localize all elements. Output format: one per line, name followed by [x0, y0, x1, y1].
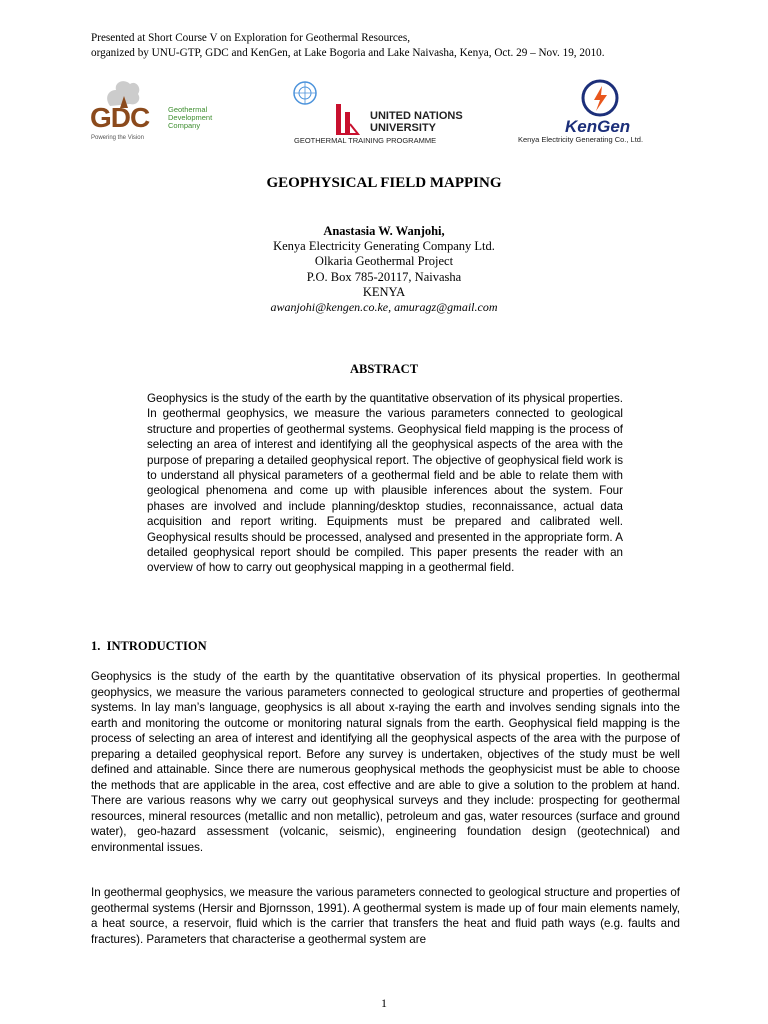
author-email: awanjohi@kengen.co.ke, amuragz@gmail.com [270, 300, 498, 314]
unu-name: UNITED NATIONS UNIVERSITY [370, 110, 463, 134]
unu-logo [288, 78, 478, 148]
author-name: Anastasia W. Wanjohi, [323, 224, 445, 238]
paper-title: GEOPHYSICAL FIELD MAPPING [266, 175, 502, 191]
kengen-caption: Kenya Electricity Generating Co., Ltd. [518, 135, 644, 144]
gdc-name: Geothermal Development Company [168, 105, 213, 130]
gdc-mark: GDC [90, 102, 150, 133]
author-project: Olkaria Geothermal Project [314, 254, 454, 268]
conference-line-2: organized by UNU-GTP, GDC and KenGen, at Lake Bogoria and Lake Naivasha, Kenya, Oct. 29 – Nov. 19, 2010. [91, 47, 605, 59]
kengen-emblem-icon [580, 78, 620, 118]
author-address: P.O. Box 785-20117, Naivasha [306, 270, 462, 284]
unu-emblem-icon [332, 102, 362, 138]
kengen-logo [518, 78, 678, 148]
introduction-paragraph-1: Geophysics is the study of the earth by the quantitative observation of its physical properties. In geothermal geophysics, we measure the various parameters connected to geological structure and properties of geothermal systems. In lay man’s language, geophysics is all about x-raying the earth and involves sending signals into the earth and monitoring the outcome or monitoring natural signals from the earth. Geophysical field mapping is the process of selecting an area of interest and identifying all the geophysical aspects of the area with the purpose of preparing a detailed geophysical report. Before any survey is undertaken, objectives of the study must be well defined and attainable. Since there are numerous geophysical methods the geophysicist must be able to choose the methods that are applicable in the area, cost effective and are able to give a solution to the problem at hand. There are various reasons why we carry out geophysical surveys and they include: prospecting for geothermal resources, mineral resources (metallic and non metallic), petroleum and gas, water resources (surface and ground water), geo-hazard assessment (volcanic, seismic), engineering foundation design (geotechnical) and environmental issues. [91, 670, 680, 854]
kengen-mark: KenGen [565, 117, 631, 136]
page-number: 1 [381, 996, 387, 1010]
gdc-tagline: Powering the Vision [91, 135, 144, 141]
section-heading-introduction: 1. INTRODUCTION [91, 639, 207, 653]
un-emblem-icon [292, 80, 318, 106]
author-affiliation: Kenya Electricity Generating Company Ltd. [273, 239, 495, 253]
unu-programme: GEOTHERMAL TRAINING PROGRAMME [294, 136, 437, 145]
abstract-heading: ABSTRACT [349, 362, 419, 376]
conference-line-1: Presented at Short Course V on Exploration for Geothermal Resources, [91, 32, 410, 44]
introduction-paragraph-2: In geothermal geophysics, we measure the various parameters connected to geological structure and properties of geothermal systems (Hersir and Bjornsson, 1991). A geothermal system is made up of four main elements namely, a heat source, a reservoir, fluid which is the carrier that transfers the heat and fluid path ways (e.g. faults and fractures). Parameters that characterise a geothermal system are [91, 886, 680, 946]
gdc-logo [90, 76, 220, 146]
abstract-text: Geophysics is the study of the earth by the quantitative observation of its physical properties. In geothermal geophysics, we measure the various parameters connected to geological structure and properties of geothermal systems. Geophysical field mapping is the process of selecting an area of interest and identifying all the geophysical aspects of the area with the purpose of preparing a detailed geophysical report. The objective of geophysical field work is to understand all physical parameters of a geothermal field and be able to relate them with geological phenomena and come up with plausible inferences about the system. Four phases are involved and include planning/desktop studies, reconnaissance, actual data acquisition and report writing. Equipments must be prepared and calibrated well. Geophysical results should be processed, analysed and presented in the appropriate form. A detailed geophysical report should be compiled. This paper presents the reader with an overview of how to carry out geophysical mapping in a geothermal field. [147, 392, 623, 575]
author-country: KENYA [362, 285, 406, 299]
